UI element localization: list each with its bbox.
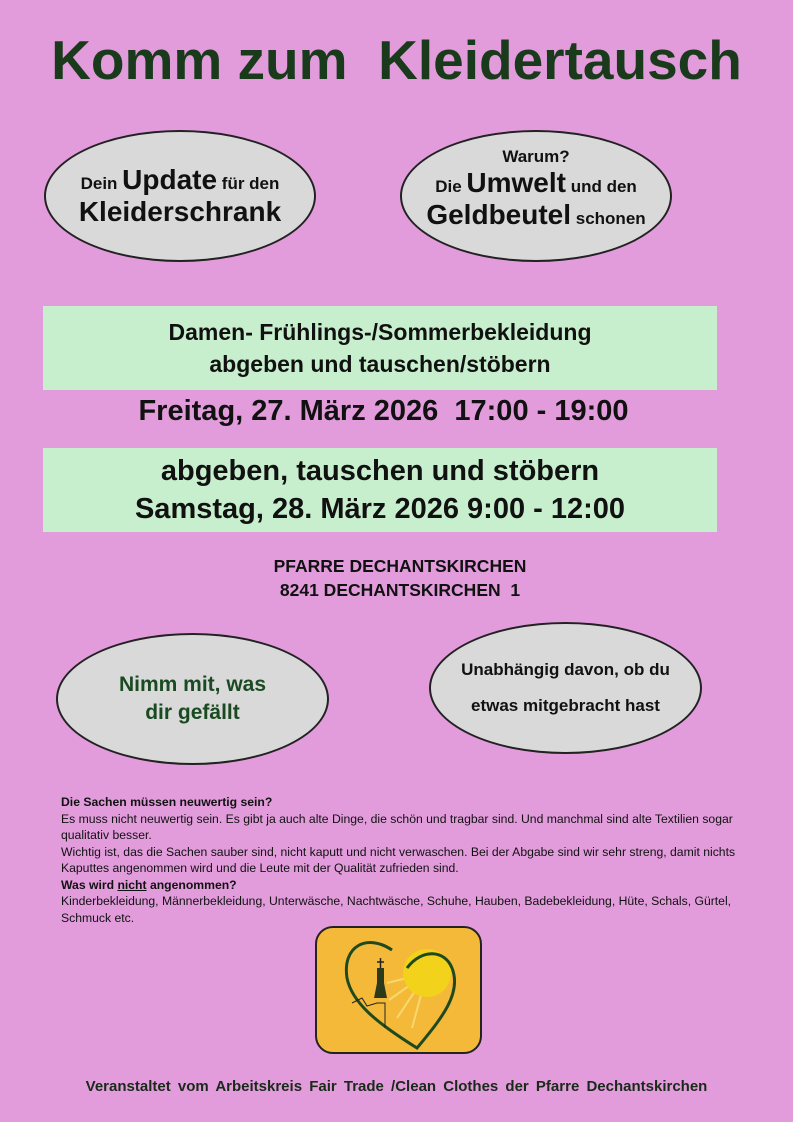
text: Nimm mit, was xyxy=(118,673,267,696)
box-saturday xyxy=(43,448,717,532)
heart-church-sun-icon xyxy=(317,928,480,1052)
text: Warum? xyxy=(502,147,570,166)
bubble-independent xyxy=(429,622,702,754)
text: Dein xyxy=(80,174,123,193)
location-address: 8241 DECHANTSKIRCHEN 1 xyxy=(279,580,521,600)
text: schonen xyxy=(571,209,646,228)
text: Geldbeutel xyxy=(426,199,572,230)
bubble-why xyxy=(400,130,672,262)
text: für den xyxy=(217,174,280,193)
info-text xyxy=(61,794,741,926)
text: Die xyxy=(435,177,467,196)
poster-title: Komm zum Kleidertausch xyxy=(51,29,742,91)
text: abgeben und tauschen/stöbern xyxy=(209,351,551,377)
text: abgeben, tauschen und stöbern xyxy=(160,455,600,487)
paragraph: Es muss nicht neuwertig sein. Es gibt ja auch alte Dinge, die schön und tragbar sind. Und manchmal sind alte Textilien sogar qualitativ besser. xyxy=(61,811,733,842)
text: Kleiderschrank xyxy=(78,196,282,227)
friday-date: Freitag, 27. März 2026 17:00 - 19:00 xyxy=(138,395,629,427)
text: Unabhängig davon, ob du xyxy=(461,660,670,679)
text: Samstag, 28. März 2026 9:00 - 12:00 xyxy=(134,493,626,525)
bubble-update xyxy=(44,130,316,262)
paragraph: Wichtig ist, das die Sachen sauber sind, nicht kaputt und nicht verwaschen. Bei der Abgabe sind wir sehr streng, damit nichts Kaputtes angenommen wird und die Leute mit der Qualität zufrieden sind. xyxy=(61,844,736,875)
footer-organizer: Veranstaltet vom Arbeitskreis Fair Trade /Clean Clothes der Pfarre Dechantskirchen xyxy=(85,1078,708,1095)
text: Update xyxy=(122,164,218,195)
question-new: Die Sachen müssen neuwertig sein? xyxy=(61,795,273,809)
text: nicht xyxy=(117,877,147,892)
text: dir gefällt xyxy=(145,701,240,724)
text: Umwelt xyxy=(466,167,566,198)
paragraph: Kinderbekleidung, Männerbekleidung, Unterwäsche, Nachtwäsche, Schuhe, Hauben, Badebekleidung, Hüte, Schals, Gürtel, Schmuck etc. xyxy=(61,894,732,925)
text: Damen- Frühlings-/Sommerbekleidung xyxy=(168,319,592,345)
text: angenommen? xyxy=(146,877,237,892)
location-parish: PFARRE DECHANTSKIRCHEN xyxy=(273,556,527,576)
bubble-take xyxy=(56,633,329,765)
logo xyxy=(315,926,482,1054)
text: und den xyxy=(565,177,637,196)
text: Was wird xyxy=(61,877,118,892)
box-women-clothing xyxy=(43,306,717,390)
text: etwas mitgebracht hast xyxy=(471,696,660,715)
